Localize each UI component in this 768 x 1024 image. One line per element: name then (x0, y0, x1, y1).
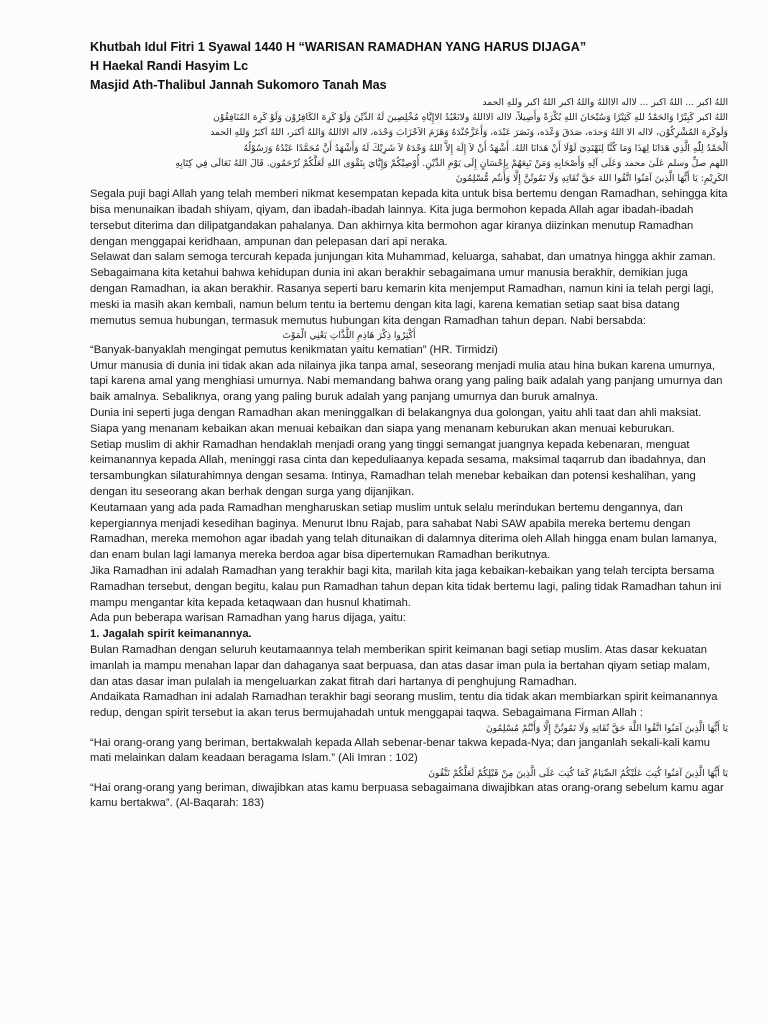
sermon-title: Khutbah Idul Fitri 1 Syawal 1440 H “WARISAN RAMADHAN YANG HARUS DIJAGA” (90, 40, 587, 54)
opening-arabic-line: اللهُ اكبر ... اللهُ اكبر ... لااله الااللهُ واللهُ اكبر اللهُ اكبر وللهِ الحمد (482, 97, 728, 108)
paragraph: Sebagaimana kita ketahui bahwa kehidupan dunia ini akan berakhir sebagaimana umur manusia berakhir, demikian juga dengan Ramadhan, ia akan berakhir. Rasanya seperti baru kemarin kita menjemput Ramadhan, namun kini ia telah pergi lagi, meski ia masih akan kembali, namun belum tentu ia bertemu dengan kita lagi, karena kematian setiap saat bisa datang memutus semua hubungan, termasuk memutus hubungan kita dengan Ramadhan tahun depan. Nabi bersabda: (90, 267, 714, 327)
paragraph: Bulan Ramadhan dengan seluruh keutamaannya telah memberikan spirit keimanan bagi setiap muslim. Atas dasar kekuatan imanlah ia mampu menahan lapar dan dahaganya saat berpuasa, dan atas dasar iman pula ia bertahan qiyam setiap malam, dan atas dasar iman pulalah ia mengeluarkan zakat fitrah dari hartanya di penghujung Ramadhan. (90, 644, 711, 688)
paragraph: Andaikata Ramadhan ini adalah Ramadhan terakhir bagi seorang muslim, tentu dia tidak akan membiarkan spirit keimanannya redup, dengan spirit tersebut ia akan terus bermujahadah untuk menggapai taqwa. Sebagaimana Firman Allah : (90, 691, 718, 720)
section-heading: 1. Jagalah spirit keimanannya. (90, 628, 252, 641)
paragraph: Jika Ramadhan ini adalah Ramadhan yang terakhir bagi kita, marilah kita jaga kebaikan-kebaikan yang telah tercipta bersama Ramadhan tersebut, dengan begitu, kalau pun Ramadhan tahun depan kita tidak bertemu lagi, paling tidak Ramadhan tahun ini mampu mengantar kita kepada ketaqwaan dan husnul khatimah. (90, 565, 722, 609)
sermon-author: H Haekal Randi Hasyim Lc (90, 59, 249, 73)
paragraph: Ada pun beberapa warisan Ramadhan yang harus dijaga, yaitu: (90, 612, 406, 625)
quran-verse-translation: “Hai orang-orang yang beriman, diwajibkan atas kamu berpuasa sebagaimana diwajibkan atas orang-orang sebelum kamu agar kamu bertakwa”. (Al-Baqarah: 183) (90, 781, 724, 810)
paragraph: Segala puji bagi Allah yang telah memberi nikmat kesempatan kepada kita untuk bisa bertemu dengan Ramadhan, sehingga kita bisa menunaikan ibadah shiyam, qiyam, dan ibadah-ibadah lainnya. Kita juga bermohon kepada Allah agar ibadah-ibadah tersebut diterima dan dilipatgandakan pahalanya. Dan akhirnya kita bermohon agar kiranya diizinkan menutup Ramadhan dengan menggapai keridhaan, ampunan dan pelepasan dari api neraka. (90, 188, 728, 248)
paragraph: Keutamaan yang ada pada Ramadhan mengharuskan setiap muslim untuk selalu merindukan bertemu dengannya, dan kepergiannya menjadi kesedihan baginya. Menurut Ibnu Rajab, para sahabat Nabi SAW apabila mereka bertemu dengan Ramadhan, mereka memohon agar ibadah yang telah ditunaikan di dalamnya diterima oleh Allah hingga enam bulan lamanya, dan enam bulan lagi lamanya mereka berdoa agar bisa dipertemukan Ramadhan berikutnya. (90, 501, 717, 562)
opening-arabic-line: اللهم صلِّ وسلم عَلَىٰ محمد وَعَلَى آلِهِ وَأَصْحَابِهِ وَمَنْ تَبِعَهُمْ بِإِحْسَانٍ إِلَى يَوْمِ الدِّيْنِ. أُوْصِيْكُمْ وَإِيَّايَ بِتَقْوَى اللهِ لَعَلَّكُمْ تُرْحَمُون. قَالَ اللهُ تَعَالَى فِي كِتَابِهِ (175, 157, 728, 169)
sermon-location: Masjid Ath-Thalibul Jannah Sukomoro Tanah Mas (90, 78, 387, 92)
quran-verse-translation: “Hai orang-orang yang beriman, bertakwalah kepada Allah sebenar-benar takwa kepada-Nya; dan janganlah sekali-kali kamu mati melainkan dalam keadaan beragama Islam.” (Ali Imran : 102) (90, 736, 711, 765)
opening-arabic-line: وَلَوكَرِهَ المُشْرِكُوْن، لااله الا اللهُ وَحدَه، صَدَقَ وَعْدَه، وَنَصَرَ عَبْدَه، وَأَعَزَّجُنْدَهُ وَهَزَمَ الاَحْزَابَ وَحْدَه، لااله الااللهُ وَاللهُ اَكبَر، اللهُ اَكبَرُ وَللهِ الحمد (210, 127, 728, 139)
opening-arabic-line: اللهُ اكبر كَبِيْرًا وَالحَمْدُ للهِ كَثِيْرًا وَسُبْحَانَ اللهِ بُكْرَةً وأَصِيلاً، لااله الااللهُ ولانَعْبُدُ الاإِيَّاهِ مُخْلِصِينَ لَهُ الدِّيْنَ وَلَوْ كَرِهَ الكَافِرُوْن وَلَوْ كَرِهَ المُنَافِقُوْن (213, 112, 728, 124)
hadith-arabic: أَكْثِرُوا ذِكْرَ هَاذِمِ اللَّذَّاتِ يَعْنِي الْمَوْتَ (282, 330, 416, 342)
opening-arabic-line: اَلْحَمْدُ لِلّٰهِ الَّذِي هَدَانَا لِهَذَا وَمَا كُنَّا لِنَهْتَدِيَ لَوْلَا أَنْ هَدَانَا اللهُ. أَشْهَدُ أَنْ لاَ إِلَهَ إِلاَّ اللهُ وَحْدَهُ لاَ شَرِيْكَ لَهُ وَأَشْهَدُ أَنَّ مُحَمَّدًا عَبْدُهُ وَرَسُوْلُهُ (243, 142, 728, 154)
quran-verse-arabic: يَا أَيُّهَا الَّذِينَ آمَنُوا اتَّقُوا اللَّهَ حَقَّ تُقَاتِهِ وَلَا تَمُوتُنَّ إِلَّا وَأَنْتُمْ مُسْلِمُونَ (485, 723, 728, 735)
paragraph: Umur manusia di dunia ini tidak akan ada nilainya jika tanpa amal, seseorang menjadi mulia atau hina bukan karena umurnya, tapi karena amal yang menghiasi umurnya. Nabi memandang bahwa orang yang paling baik adalah yang panjang umurnya dan baik amalnya. Sebaliknya, orang yang paling buruk adalah yang panjang umurnya dan buruk amalnya. (90, 359, 723, 404)
paragraph: Dunia ini seperti juga dengan Ramadhan akan meninggalkan di belakangnya dua golongan, yaitu ahli taat dan ahli maksiat. Siapa yang menanam kebaikan akan menuai kebaikan dan siapa yang menanam keburukan akan menuai keburukan. (90, 407, 702, 435)
opening-arabic-line: الكَرِيْمِ: يَا أَيُّهَا الَّذِينَ آمَنُوا اتَّقُوا اللهَ حَقَّ تُقَاتِهِ وَلَا تَمُوتُنَّ إِلَّا وَأَنتُم مُّسْلِمُونَ (455, 173, 728, 185)
quran-verse-arabic: يَا أَيُّهَا الَّذِينَ آمَنُوا كُتِبَ عَلَيْكُمُ الصِّيَامُ كَمَا كُتِبَ عَلَى الَّذِينَ مِنْ قَبْلِكُمْ لَعَلَّكُمْ تَتَّقُونَ (428, 768, 728, 780)
paragraph: Selawat dan salam semoga tercurah kepada junjungan kita Muhammad, keluarga, sahabat, dan umatnya hingga akhir zaman. (90, 251, 716, 264)
hadith-translation: “Banyak-banyaklah mengingat pemutus kenikmatan yaitu kematian” (HR. Tirmidzi) (90, 343, 498, 356)
paragraph: Setiap muslim di akhir Ramadhan hendaklah menjadi orang yang tinggi semangat juangnya kepada kebenaran, menguat keimanannya kepada Allah, meninggi rasa cinta dan kepeduliaanya kepada sesama, maksimal taqarrub dan ibadahnya, dan tersambungkan silaturahimnya dengan sesama. Intinya, Ramadhan telah menebar kebaikan dan potensi keshalihan, yang dengan itu seseorang akan berhak dengan surga yang dijanjikan. (90, 438, 706, 499)
